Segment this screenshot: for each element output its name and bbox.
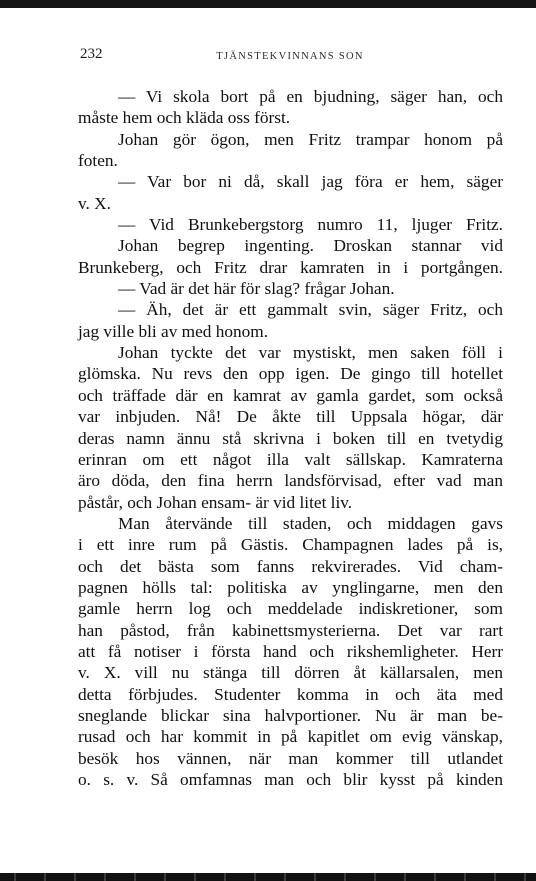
text-line: måste hem och kläda oss först. [78,108,291,128]
text-line: jag ville bli av med honom. [78,321,269,341]
text-line: i ett inre rum på Gästis. Champagnen lades på is, [78,535,503,555]
text-line: v. X. [78,193,111,213]
text-line: foten. [78,151,118,171]
text-line: erinran om ett något illa valt sällskap. Kamraterna [78,449,503,469]
text-line: att få notiser i första hand och rikshemligheter. Herr [78,641,503,661]
text-line: han påstod, från kabinettsmysterierna. Det var rart [78,620,503,640]
text-line: v. X. vill nu stänga till dörren åt källarsalen, men [78,663,503,683]
text-line: och det bästa som fanns rekvirerades. Vid cham- [78,556,503,576]
text-line: — Vi skola bort på en bjudning, säger han, och [118,87,503,106]
page-number: 232 [80,46,103,62]
text-line: — Var bor ni då, skall jag föra er hem, säger [118,172,503,192]
page-bottom-edge [0,873,536,881]
text-line: detta förbjudes. Studenter komma in och äta med [78,684,503,704]
text-line: — Vid Brunkebergstorg numro 11, ljuger Fritz. [118,215,503,235]
text-line: gamle herrn log och meddelade indiskretioner, som [78,599,503,619]
text-line: påstår, och Johan ensam- är vid litet liv. [78,492,353,512]
text-line: Brunkeberg, och Fritz drar kamraten in i portgången. [78,257,503,277]
page-top-edge [0,0,536,8]
text-line: pagnen hölls tal: politiska av ynglingarne, men den [78,577,503,597]
text-line: Johan tyckte det var mystiskt, men saken föll i [118,343,503,363]
text-line: o. s. v. Så omfamnas man och blir kysst på kinden [78,770,503,789]
text-line: Johan gör ögon, men Fritz trampar honom på [118,129,503,149]
text-line: var inbjuden. Nå! De åkte till Uppsala högar, där [78,407,503,427]
text-line: och träffade där en kamrat av gamla gardet, som också [78,385,503,405]
text-line: sneglande blickar sina halvportioner. Nu är man be- [78,705,503,725]
text-line: Man återvände till staden, och middagen gavs [118,513,503,533]
body-text [78,86,503,790]
text-line: besök hos vännen, när man kommer till utlandet [78,748,503,768]
text-line: deras namn ännu stå skrivna i boken till en tvetydig [78,428,503,448]
text-line: — Vad är det här för slag? frågar Johan. [118,279,395,299]
text-line: glömska. Nu revs den opp igen. De gingo till hotellet [78,364,503,384]
text-line: Johan begrep ingenting. Droskan stannar vid [118,236,503,256]
text-line: rusad och har kommit in på kapitlet om evig vänskap, [78,727,503,747]
text-line: äro döda, den fina herrn landsförvisad, efter vad man [78,471,503,491]
running-title: TJÄNSTEKVINNANS SON [216,51,364,62]
text-line: — Äh, det är ett gammalt svin, säger Fritz, och [118,300,503,320]
